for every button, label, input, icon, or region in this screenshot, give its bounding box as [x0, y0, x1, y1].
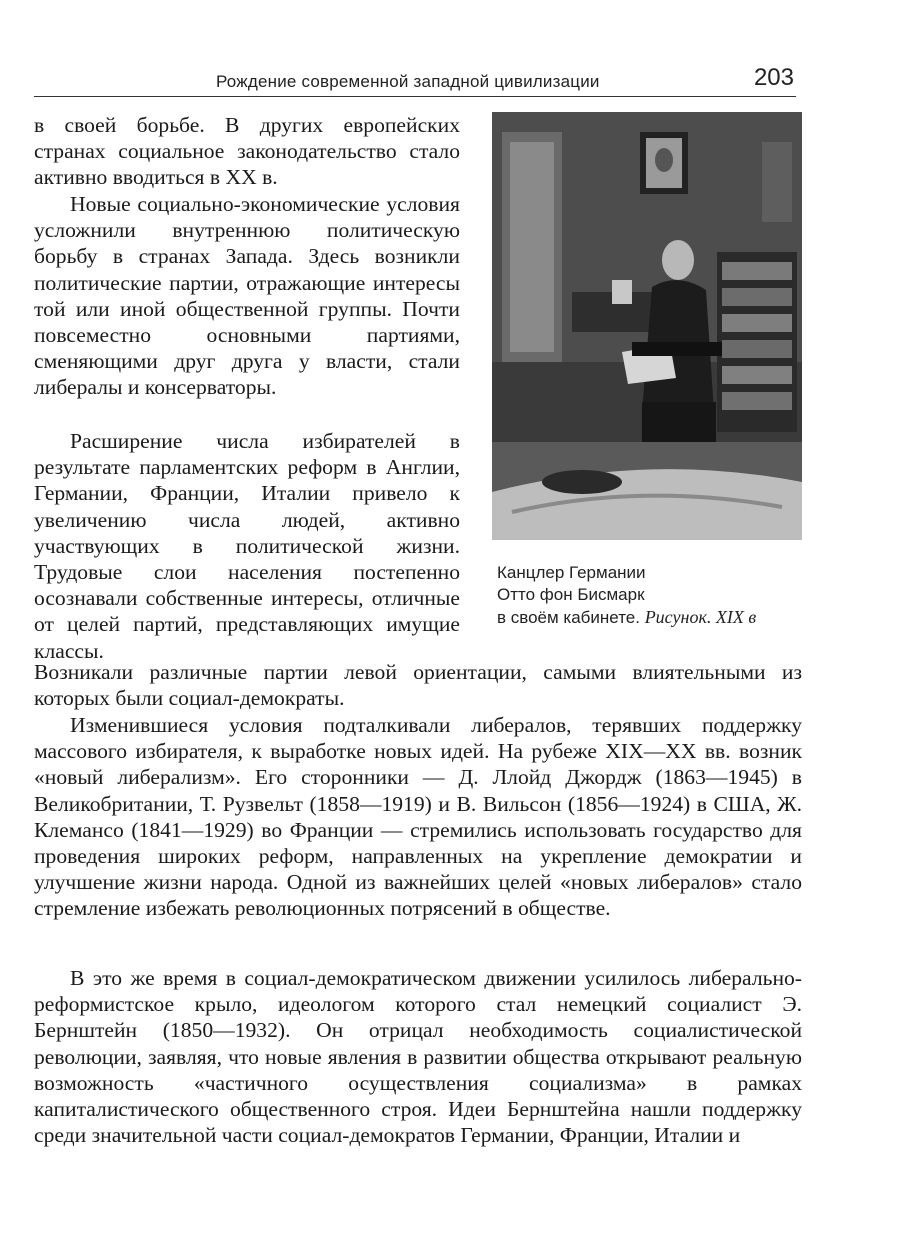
running-header-title: Рождение современной западной цивилизации — [216, 72, 600, 91]
page-number: 203 — [753, 64, 794, 91]
caption-line-3 — [497, 606, 817, 629]
caption-line-3-text: в своём кабинете. — [497, 608, 645, 627]
running-header — [34, 62, 796, 97]
paragraph-3-continued: Возникали различные партии левой ориентации, самыми влиятельными из которых были социал-демократы. — [34, 660, 802, 711]
caption-line-1: Канцлер Германии — [497, 563, 646, 582]
bismarck-illustration — [492, 112, 802, 540]
paragraph-5: В это же время в социал-демократическом движении усилилось либерально-реформистское крыло, идеологом которого стал немецкий социалист Э. Бернштейн (1850—1932). Он отрицал необходимость социалистической революции, заявляя, что новые явления в развитии общества открывают реальную возможность «частичного осуществления социализма» в рамках капиталистического общественного строя. Идеи Бернштейна нашли поддержку среди значительной части социал-демократов Германии, Франции, Италии и — [34, 966, 802, 1148]
paragraph-1: в своей борьбе. В других европейских странах социальное законодательство стало активно вводиться в XX в. — [34, 113, 460, 190]
paragraph-4: Изменившиеся условия подталкивали либералов, терявших поддержку массового избирателя, к выработке новых идей. На рубеже XIX—XX вв. возник «новый либерализм». Его сторонники — Д. Ллойд Джордж (1863—1945) в Великобритании, Т. Рузвельт (1858—1919) и В. Вильсон (1856—1924) в США, Ж. Клемансо (1841—1929) во Франции — стремились использовать государство для проведения широких реформ, направленных на укрепление демократии и улучшение жизни народа. Одной из важнейших целей «новых либералов» стало стремление избежать революционных потрясений в обществе. — [34, 713, 802, 921]
figure-caption — [497, 562, 817, 629]
bismarck-engraving-image — [492, 112, 802, 540]
paragraph-2: Новые социально-экономические условия усложнили внутреннюю политическую борьбу в странах Запада. Здесь возникли политические партии, отражающие интересы той или иной общественной группы. Почти повсеместно основными партиями, сменяющими друг друга у власти, стали либералы и консерваторы. — [34, 192, 460, 400]
caption-line-2: Отто фон Бисмарк — [497, 585, 645, 604]
paragraph-3: Расширение числа избирателей в результате парламентских реформ в Англии, Германии, Франции, Италии привело к увеличению числа людей, активно участвующих в политической жизни. Трудовые слои населения постепенно осознавали собственные интересы, отличные от целей партий, представляющих имущие классы. — [34, 429, 460, 663]
caption-source: Рисунок. XIX в — [644, 607, 757, 627]
